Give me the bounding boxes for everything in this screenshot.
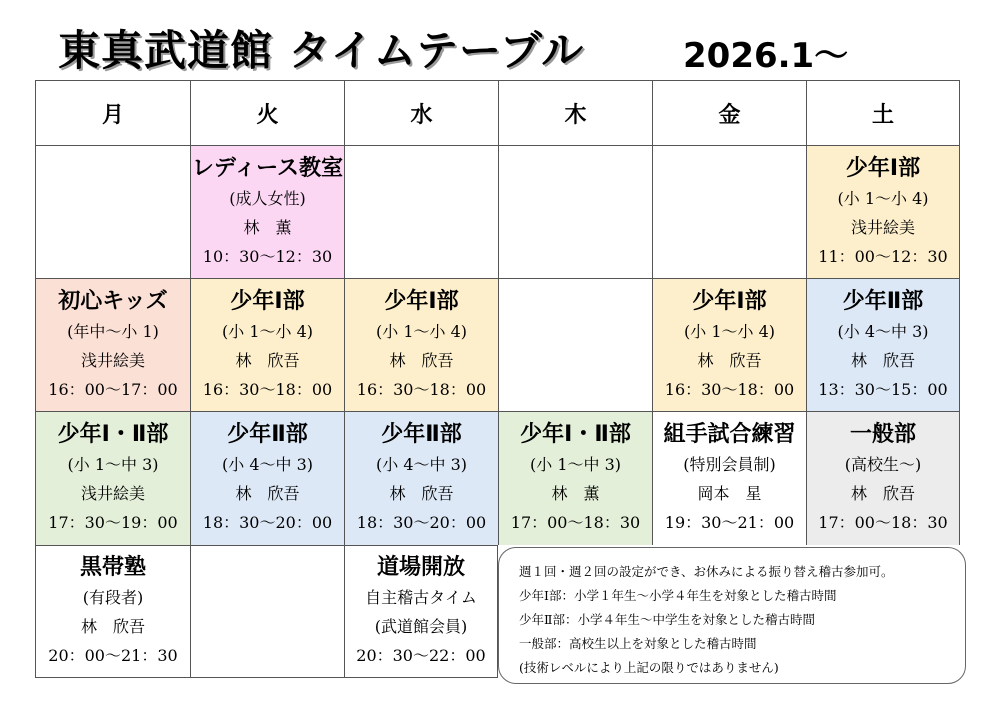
- class-instructor: 林 欣吾: [389, 350, 454, 370]
- class-name: 少年Ⅰ部: [230, 288, 305, 314]
- class-time: 10：30〜12：30: [202, 246, 333, 266]
- class-target: (小 1〜小 4): [221, 321, 314, 341]
- class-name: 少年Ⅰ部: [692, 288, 767, 314]
- class-target: (小 1〜小 4): [837, 188, 929, 208]
- class-time: 17：00〜18：30: [510, 513, 641, 532]
- class-cell: [35, 545, 190, 678]
- note-line: 週１回・週２回の設定ができ、お休みによる振り替え稽古参加可。: [519, 564, 894, 579]
- slot-mon-1: [35, 145, 190, 278]
- class-time: 16：30〜18：00: [664, 379, 795, 399]
- notes-box: [498, 547, 966, 684]
- class-cell: [344, 411, 498, 545]
- class-cell: [498, 411, 652, 545]
- slot-tue-4: [190, 545, 344, 678]
- class-cell: [35, 278, 190, 411]
- class-instructor: (武道館会員): [374, 617, 468, 636]
- class-instructor: 林 欣吾: [80, 617, 145, 636]
- class-time: 16：30〜18：00: [356, 379, 487, 399]
- class-target: 自主稽古タイム: [365, 588, 477, 607]
- note-line: 一般部：高校生以上を対象とした稽古時間: [519, 636, 757, 651]
- note-line: 少年Ⅰ部：小学１年生〜小学４年生を対象とした稽古時間: [519, 588, 837, 603]
- class-time: 17：30〜19：00: [48, 513, 178, 532]
- schedule-date: 2026.1〜: [683, 36, 849, 76]
- class-instructor: 岡本 星: [697, 484, 762, 503]
- class-target: (成人女性): [229, 188, 306, 208]
- class-instructor: 林 薫: [243, 217, 292, 237]
- day-header-fri: 金: [652, 80, 806, 145]
- class-instructor: 林 欣吾: [850, 350, 915, 370]
- class-instructor: 浅井絵美: [80, 484, 145, 503]
- class-time: 18：30〜20：00: [202, 513, 333, 532]
- class-instructor: 林 欣吾: [235, 350, 300, 370]
- class-target: (小 1〜小 4): [683, 321, 776, 341]
- page-title: 東真武道館 タイムテーブル: [58, 26, 585, 75]
- class-target: (特別会員制): [683, 455, 776, 474]
- class-instructor: 林 欣吾: [697, 350, 762, 370]
- class-instructor: 浅井絵美: [80, 350, 145, 370]
- class-name: レディース教室: [191, 155, 344, 181]
- class-cell: [344, 278, 498, 411]
- class-instructor: 林 薫: [551, 484, 600, 503]
- day-header-mon: 月: [35, 80, 190, 145]
- class-name: 道場開放: [376, 555, 465, 580]
- note-line: 少年Ⅱ部：小学４年生〜中学生を対象とした稽古時間: [519, 612, 815, 627]
- class-time: 20：30〜22：00: [356, 646, 486, 665]
- class-name: 少年Ⅰ部: [384, 288, 459, 314]
- class-name: 少年Ⅰ部: [845, 155, 921, 181]
- class-target: (小 4〜中 3): [837, 321, 929, 341]
- class-time: 16：00〜17：00: [48, 379, 178, 399]
- class-name: 初心キッズ: [58, 288, 168, 314]
- class-cell: [190, 278, 344, 411]
- class-time: 17：00〜18：30: [818, 513, 948, 532]
- class-name: 組手試合練習: [663, 422, 796, 447]
- slot-thu-1: [498, 145, 652, 278]
- class-name: 少年Ⅰ・Ⅱ部: [57, 422, 169, 447]
- class-instructor: 浅井絵美: [850, 217, 915, 237]
- class-cell: [652, 278, 806, 411]
- class-instructor: 林 欣吾: [389, 484, 454, 503]
- class-time: 13：30〜15：00: [818, 379, 948, 399]
- class-target: (有段者): [82, 588, 144, 607]
- class-time: 11：00〜12：30: [818, 246, 948, 266]
- class-time: 16：30〜18：00: [202, 379, 333, 399]
- slot-fri-1: [652, 145, 806, 278]
- class-time: 18：30〜20：00: [356, 513, 487, 532]
- class-time: 20：00〜21：30: [48, 646, 178, 665]
- class-target: (小 1〜中 3): [67, 455, 159, 474]
- class-time: 19：30〜21：00: [664, 513, 795, 532]
- class-target: (小 1〜小 4): [375, 321, 468, 341]
- class-cell: [190, 411, 344, 545]
- class-name: 少年Ⅰ・Ⅱ部: [520, 422, 631, 447]
- slot-wed-1: [344, 145, 498, 278]
- class-name: 少年Ⅱ部: [381, 422, 462, 447]
- day-header-tue: 火: [190, 80, 344, 145]
- class-target: (小 4〜中 3): [375, 455, 468, 474]
- class-name: 一般部: [849, 422, 916, 447]
- class-instructor: 林 欣吾: [850, 484, 915, 503]
- day-header-sat: 土: [806, 80, 960, 145]
- day-header-thu: 木: [498, 80, 652, 145]
- note-line: (技術レベルにより上記の限りではありません): [519, 660, 779, 675]
- class-target: (年中〜小 1): [67, 321, 159, 341]
- class-cell: [190, 145, 344, 278]
- class-cell: [806, 145, 960, 278]
- slot-thu-2: [498, 278, 652, 411]
- class-cell: [35, 411, 190, 545]
- class-name: 少年Ⅱ部: [842, 288, 924, 314]
- class-cell: [652, 411, 806, 545]
- class-cell: [344, 545, 498, 678]
- class-target: (小 4〜中 3): [221, 455, 314, 474]
- class-cell: [806, 411, 960, 545]
- class-instructor: 林 欣吾: [235, 484, 300, 503]
- class-cell: [806, 278, 960, 411]
- day-header-wed: 水: [344, 80, 498, 145]
- class-target: (小 1〜中 3): [529, 455, 622, 474]
- class-name: 少年Ⅱ部: [227, 422, 308, 447]
- class-name: 黒帯塾: [79, 555, 146, 580]
- class-target: (高校生〜): [844, 455, 922, 474]
